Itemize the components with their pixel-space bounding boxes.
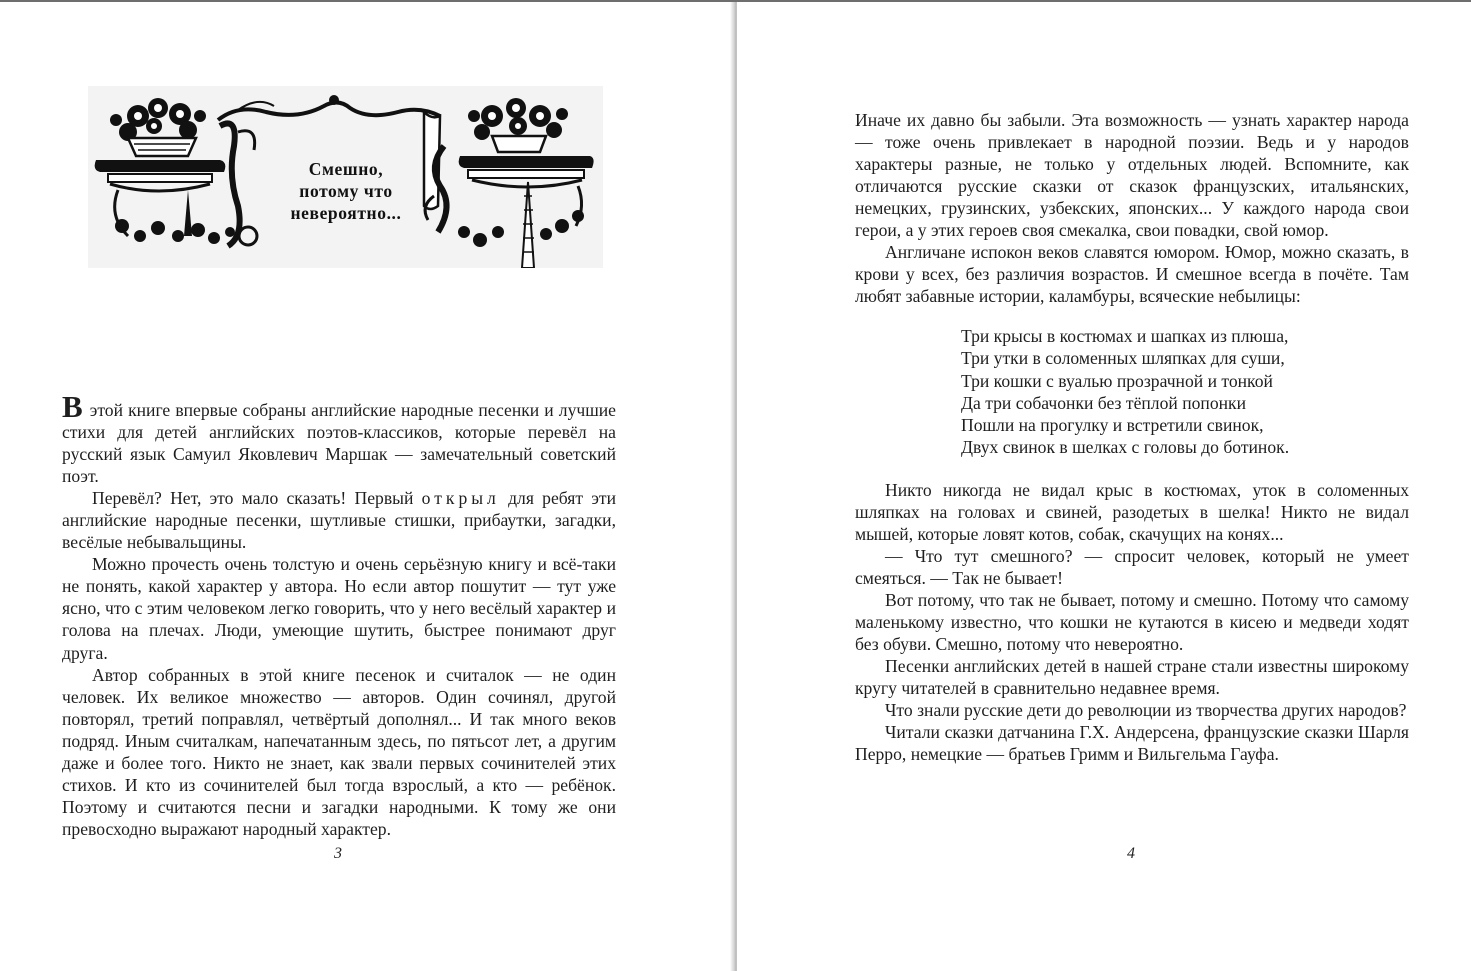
paragraph [62,487,616,553]
headpiece-title-line: невероятно... [290,203,402,223]
left-page-text [62,389,616,840]
spaced-emphasis: открыл [421,488,500,509]
paragraph: Автор собранных в этой книге песенок и считалок — не один человек. Их великое множество — авторов. Один сочинял, другой повторял, третий поправлял, четвёртый дополнял... И так много веков подряд. Иным считалкам, напечатанным здесь, по пятьсот лет, а другим даже и более того. Никто не знает, как звали первых сочинителей этих стихов. И кто из сочинителей был тогда взрослый, а кто — ребёнок. Поэтому и считаются песни и загадки народными. К тому же они превосходно выражают народный характер. [62,664,616,839]
paragraph: Что знали русские дети до революции из творчества других народов? [885,700,1407,721]
right-page-text [855,109,1409,765]
poem-line: Три утки в соломенных шляпках для суши, [961,348,1285,369]
poem-line: Три кошки с вуалью прозрачной и тонкой [961,370,1273,391]
paragraph-text: этой книге впервые собраны английские народные песенки и лучшие стихи для детей английских поэтов-классиков, которые перевёл на русский язык Самуил Яковлевич Маршак — замечательный советский поэт. [62,400,616,487]
paragraph [62,389,616,487]
page-number-left: 3 [334,845,342,862]
paragraph: Можно прочесть очень толстую и очень серьёзную книгу и всё-таки не понять, какой характер у автора. Но если автор пошутит — тут уже ясно, что с этим человеком легко говорить, что у него весёлый характер и голова на плечах. Люди, умеющие шутить, быстрее понимают друг друга. [62,554,616,663]
paragraph: — Что тут смешного? — спросит человек, который не умеет смеяться. — Так не бывает! [855,545,1409,588]
paragraph: Вот потому, что так не бывает, потому и смешно. Потому что самому маленькому известно, что кошки не кутаются в кисею и медведи ходят без обуви. Смешно, потому что невероятно. [855,589,1409,655]
headpiece [88,86,603,268]
headpiece-title-line: потому что [299,181,393,201]
left-page [0,2,734,971]
drop-cap: В [62,389,83,424]
headpiece-title-line: Смешно, [308,159,384,179]
page-number-right: 4 [1127,845,1135,862]
paragraph-text: Перевёл? Нет, это мало сказать! Первый [92,488,422,509]
paragraph-text: для ребят эти английские народные песенки, шутливые стишки, прибаутки, загадки, весёлые небывальщины. [62,488,616,553]
headpiece-title [246,158,446,224]
poem-line: Двух свинок в шелках с головы до ботинок. [961,436,1290,457]
poem-line: Пошли на прогулку и встретили свинок, [961,414,1264,435]
paragraph: Англичане испокон веков славятся юмором. Юмор, можно сказать, в крови у всех, без различия возрастов. И смешное всегда в почёте. Там любят забавные истории, каламбуры, всяческие небылицы: [855,242,1409,307]
paragraph: Иначе их давно бы забыли. Эта возможность — узнать характер народа — тоже очень привлекает в народной поэзии. Ведь и у народов характеры разные, не только у отдельных людей. Вспомните, как отличаются русские сказки от сказок французских, итальянских, немецких, грузинских, узбекских, японских... У каждого народа свои герои, а у этих героев своя смекалка, свои повадки, свой юмор. [855,110,1409,241]
poem [855,325,1409,457]
poem-line: Да три собачонки без тёплой попонки [961,392,1247,413]
paragraph: Читали сказки датчанина Г.Х. Андерсена, французские сказки Шарля Перро, немецкие — братьев Гримм и Вильгельма Гауфа. [855,722,1409,765]
paragraph: Песенки английских детей в нашей стране стали известны широкому кругу читателей в сравнительно недавнее время. [855,656,1409,699]
paragraph: Никто никогда не видал крыс в костюмах, уток в соломенных шляпках на головах и свиней, разодетых в шелка! Никто не видал мышей, которые ловят котов, собак, скачущих на конях... [855,479,1409,544]
poem-line: Три крысы в костюмах и шапках из плюша, [961,326,1289,347]
